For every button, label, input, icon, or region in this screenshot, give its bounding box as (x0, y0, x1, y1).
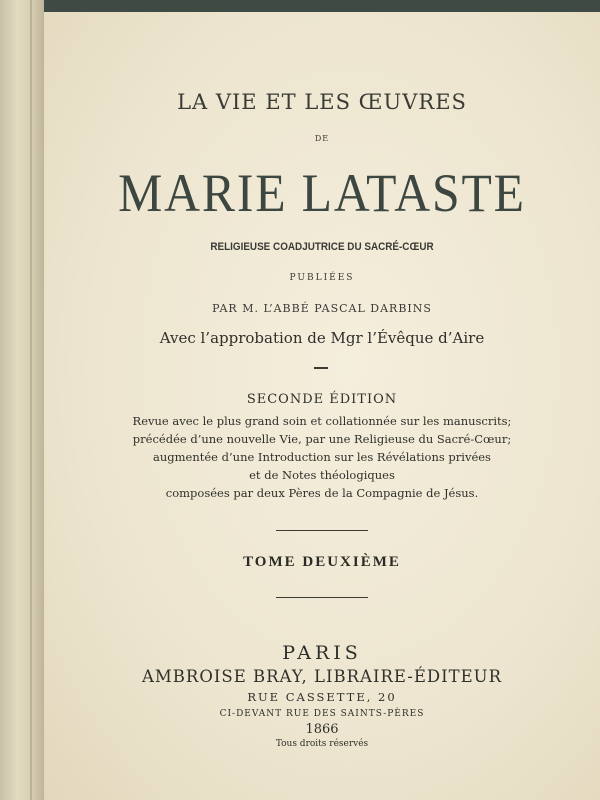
spine-fold-line (30, 0, 32, 800)
publication-city: PARIS (282, 642, 362, 664)
edition-label: SECONDE ÉDITION (246, 392, 398, 407)
volume-label: TOME DEUXIÈME (243, 554, 401, 570)
book-spine-edge (0, 0, 45, 800)
short-divider (314, 367, 328, 369)
rule-above-tome (276, 530, 368, 531)
publisher-address: RUE CASSETTE, 20 (247, 690, 397, 704)
work-heading: LA VIE ET LES ŒUVRES (177, 90, 467, 114)
approbation-line: Avec l’approbation de Mgr l’Évêque d’Aire (159, 329, 485, 347)
author-subtitle: RELIGIEUSE COADJUTRICE DU SACRÉ-CŒUR (210, 241, 434, 253)
description-line: augmentée d’une Introduction sur les Révélations privées (153, 450, 491, 464)
publiees-label: PUBLIÉES (289, 273, 355, 283)
description-line: précédée d’une nouvelle Vie, par une Religieuse du Sacré-Cœur; (132, 432, 512, 446)
publication-year: 1866 (305, 722, 339, 737)
title-page (44, 12, 600, 800)
rule-below-tome (276, 597, 368, 598)
de-connector: DE (314, 134, 330, 143)
description-line: et de Notes théologiques (249, 468, 395, 482)
author-name: MARIE LATASTE (118, 163, 526, 223)
editor-line: PAR M. L’ABBÉ PASCAL DARBINS (212, 302, 432, 315)
former-address: CI-DEVANT RUE DES SAINTS-PÈRES (219, 709, 425, 719)
book-cover-top-edge (44, 0, 600, 12)
description-line: composées par deux Pères de la Compagnie de Jésus. (165, 486, 479, 500)
publisher-name: AMBROISE BRAY, LIBRAIRE-ÉDITEUR (141, 667, 503, 686)
rights-notice: Tous droits réservés (275, 739, 369, 749)
description-line: Revue avec le plus grand soin et collationnée sur les manuscrits; (132, 414, 512, 428)
